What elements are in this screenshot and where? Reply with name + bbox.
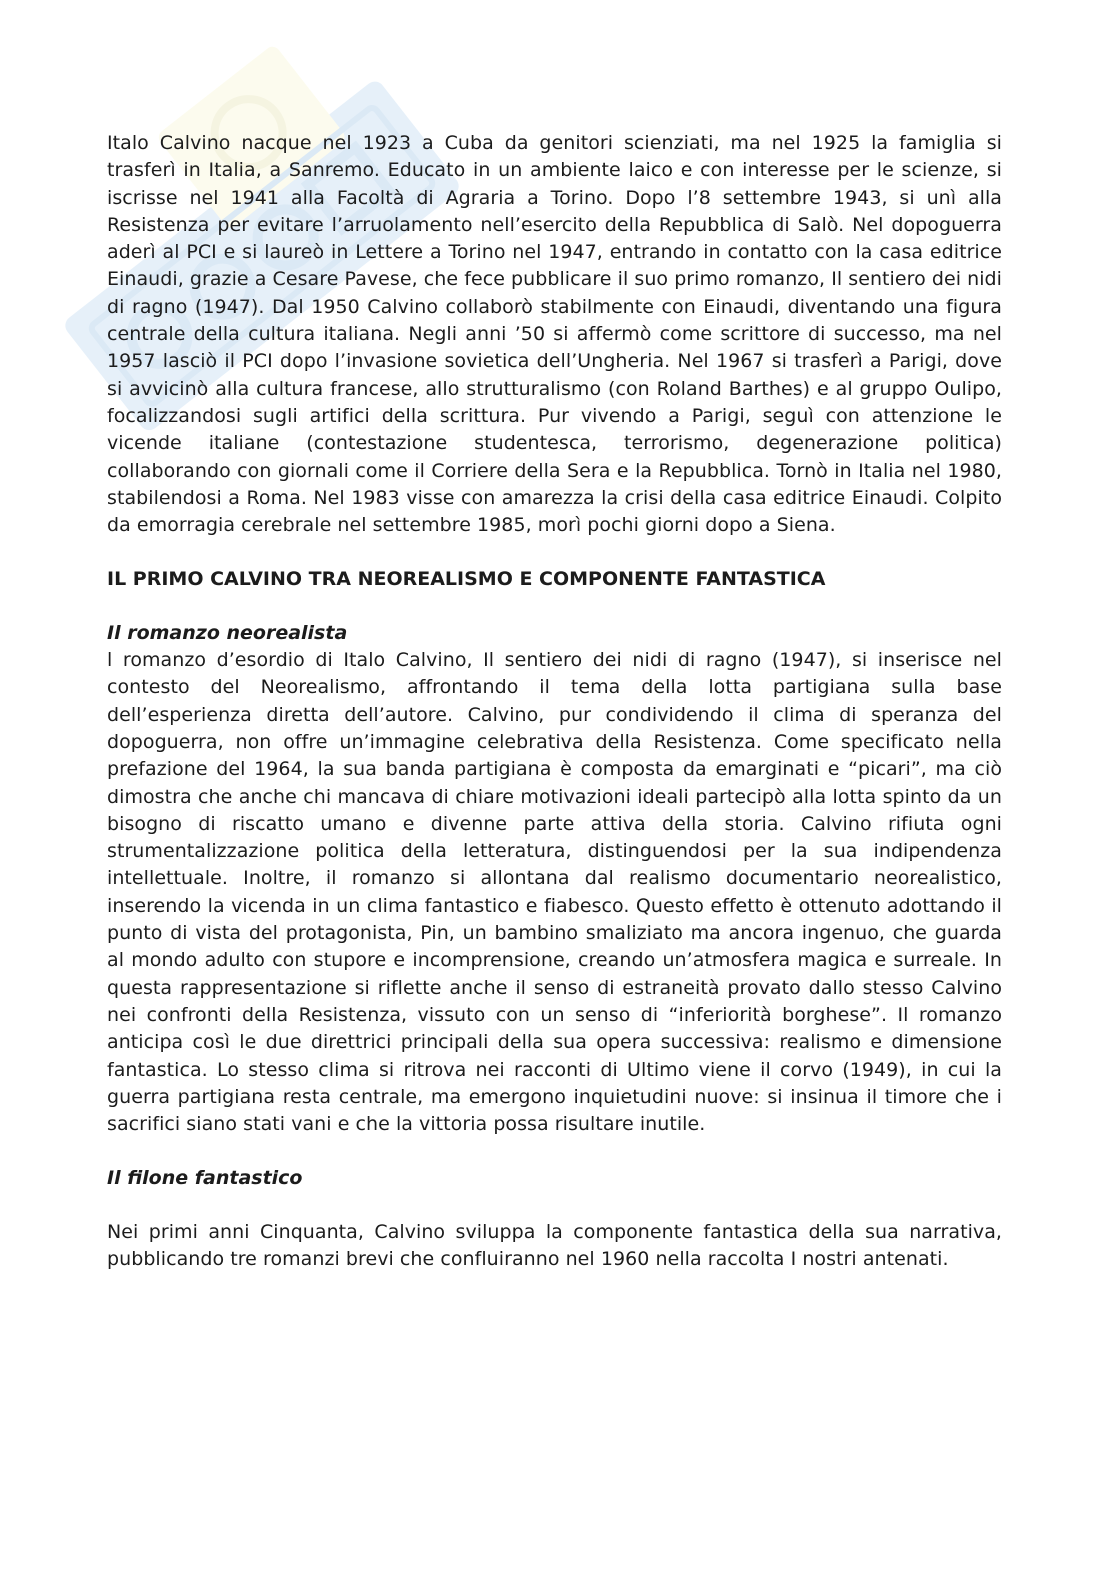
document-page [107, 130, 1002, 1273]
biography-paragraph: Italo Calvino nacque nel 1923 a Cuba da genitori scienziati, ma nel 1925 la famiglia si trasferì in Italia, a Sanremo. Educato in un ambiente laico e con interesse per le scienze, si iscrisse nel 1941 alla Facoltà di Agraria a Torino. Dopo l’8 settembre 1943, si unì alla Resistenza per evitare l’arruolamento nell’esercito della Repubblica di Salò. Nel dopoguerra aderì al PCI e si laureò in Lettere a Torino nel 1947, entrando in contatto con la casa editrice Einaudi, grazie a Cesare Pavese, che fece pubblicare il suo primo romanzo, Il sentiero dei nidi di ragno (1947). Dal 1950 Calvino collaborò stabilmente con Einaudi, diventando una figura centrale della cultura italiana. Negli anni ’50 si affermò come scrittore di successo, ma nel 1957 lasciò il PCI dopo l’invasione sovietica dell’Ungheria. Nel 1967 si trasferì a Parigi, dove si avvicinò alla cultura francese, allo strutturalismo (con Roland Barthes) e al gruppo Oulipo, focalizzandosi sugli artifici della scrittura. Pur vivendo a Parigi, seguì con attenzione le vicende italiane (contestazione studentesca, terrorismo, degenerazione politica) collaborando con giornali come il Corriere della Sera e la Repubblica. Tornò in Italia nel 1980, stabilendosi a Roma. Nel 1983 visse con amarezza la crisi della casa editrice Einaudi. Colpito da emorragia cerebrale nel settembre 1985, morì pochi giorni dopo a Siena. [107, 132, 1002, 537]
subsection-title-fantastic: Il filone fantastico [107, 1167, 303, 1190]
paragraph-spacer [107, 594, 1002, 620]
subsection-paragraph-neorealist: l romanzo d’esordio di Italo Calvino, Il sentiero dei nidi di ragno (1947), si inserisce nel contesto del Neorealismo, affrontando il tema della lotta partigiana sulla base dell’esperienza diretta dell’autore. Calvino, pur condividendo il clima di speranza del dopoguerra, non offre un’immagine celebrativa della Resistenza. Come specificato nella prefazione del 1964, la sua banda partigiana è composta da emarginati e “picari”, ma ciò dimostra che anche chi mancava di chiare motivazioni ideali partecipò alla lotta spinto da un bisogno di riscatto umano e divenne parte attiva della storia. Calvino rifiuta ogni strumentalizzazione politica della letteratura, distinguendosi per la sua indipendenza intellettuale. Inoltre, il romanzo si allontana dal realismo documentario neorealistico, inserendo la vicenda in un clima fantastico e fiabesco. Questo effetto è ottenuto adottando il punto di vista del protagonista, Pin, un bambino smaliziato ma ancora ingenuo, che guarda al mondo adulto con stupore e incomprensione, creando un’atmosfera magica e surreale. In questa rappresentazione si riflette anche il senso di estraneità provato dallo stesso Calvino nei confronti della Resistenza, vissuto con un senso di “inferiorità borghese”. Il romanzo anticipa così le due direttrici principali della sua opera successiva: realismo e dimensione fantastica. Lo stesso clima si ritrova nei racconti di Ultimo viene il corvo (1949), in cui la guerra partigiana resta centrale, ma emergono inquietudini nuove: si insinua il timore che i sacrifici siano stati vani e che la vittoria possa risultare inutile. [107, 649, 1002, 1136]
paragraph-spacer [107, 1138, 1002, 1165]
section-title: IL PRIMO CALVINO TRA NEOREALISMO E COMPONENTE FANTASTICA [107, 568, 826, 591]
paragraph-spacer [107, 539, 1002, 566]
subsection-title-neorealist: Il romanzo neorealista [107, 621, 348, 644]
subsection-paragraph-fantastic: Nei primi anni Cinquanta, Calvino sviluppa la componente fantastica della sua narrativa, pubblicando tre romanzi brevi che confluiranno nel 1960 nella raccolta I nostri antenati. [107, 1220, 1002, 1270]
paragraph-spacer [107, 1193, 1002, 1219]
